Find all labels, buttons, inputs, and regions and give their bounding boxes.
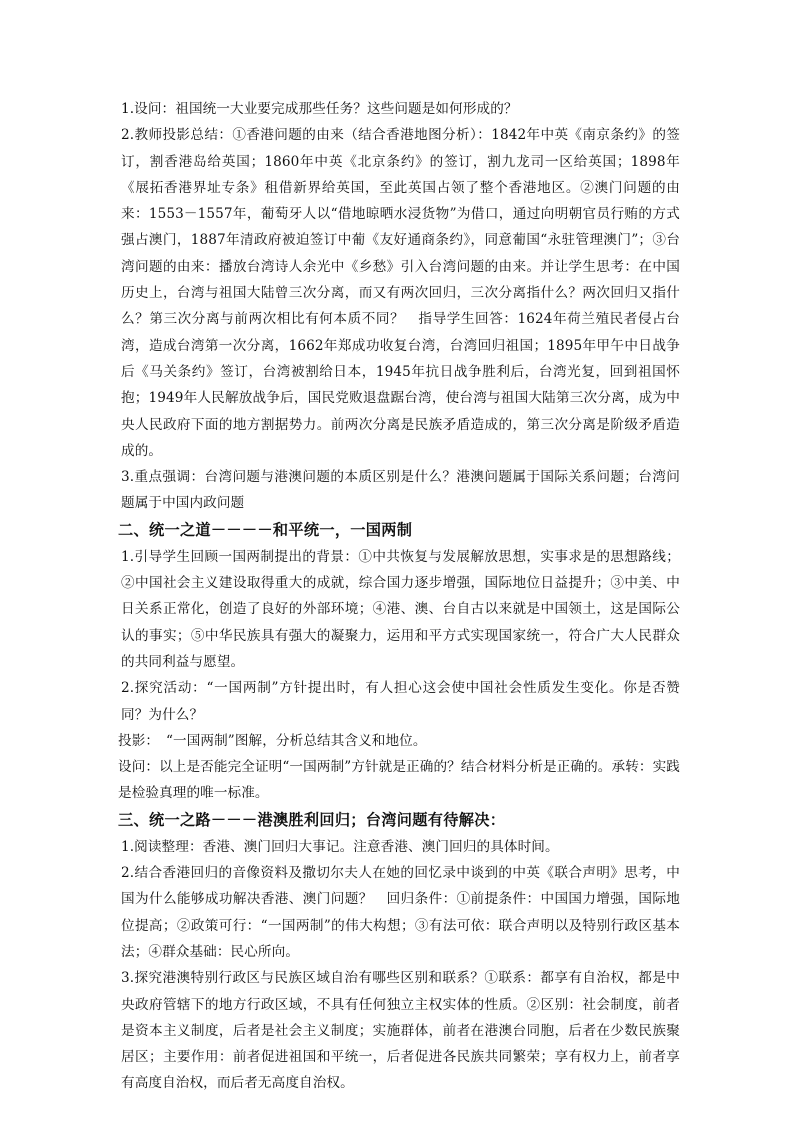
section-heading-3: 三、统一之路－－－港澳胜利回归；台湾问题有待解决： <box>118 810 506 829</box>
paragraph-question-transition: 设问：以上是否能完全证明“一国两制”方针就是正确的？结合材料分析是正确的。承转：实践是检验真理的唯一标准。 <box>118 759 680 802</box>
section-heading-2: 二、统一之道－－－－和平统一，一国两制 <box>118 520 413 539</box>
paragraph-background-review: 1.引导学生回顾一国两制提出的背景：①中共恢复与发展解放思想，实事求是的思想路线；②中国社会主义建设取得重大的成就，综合国力逐步增强，国际地位日益提升；③中美、中日关系正常化，创造了良好的外部环境；④港、澳、台自古以来就是中国领土，这是国际公认的事实；⑤中华民族具有强大的凝聚力，运用和平方式实现国家统一，符合广大人民群众的共同利益与愿望。 <box>121 548 680 670</box>
paragraph-projection: 投影： “一国两制”图解，分析总结其含义和地位。 <box>118 732 427 749</box>
paragraph-teacher-summary: 2.教师投影总结：①香港问题的由来（结合香港地图分析）：1842年中英《南京条约》的签订，割香港岛给英国；1860年中英《北京条约》的签订，割九龙司一区给英国；1898年《展拓香港界址专条》租借新界给英国，至此英国占领了整个香港地区。②澳门问题的由来：1553－1557年，葡萄牙人以“借地晾晒水浸货物”为借口，通过向明朝官员行贿的方式强占澳门，1887年清政府被迫签订中葡《友好通商条约》，同意葡国“永驻管理澳门”；③台湾问题的由来：播放台湾诗人余光中《乡愁》引入台湾问题的由来。并让学生思考：在中国历史上，台湾与祖国大陆曾三次分离，而又有两次回归，三次分离指什么？两次回归又指什么？第三次分离与前两次相比有何本质不同？ 指导学生回答：1624年荷兰殖民者侵占台湾，造成台湾第一次分离，1662年郑成功收复台湾，台湾回归祖国；1895年甲午中日战争后《马关条约》签订，台湾被割给日本，1945年抗日战争胜利后，台湾光复，回到祖国怀抱；1949年人民解放战争后，国民党败退盘踞台湾，使台湾与祖国大陆第三次分离，成为中央人民政府下面的地方割据势力。前两次分离是民族矛盾造成的，第三次分离是阶级矛盾造成的。 <box>121 127 680 459</box>
paragraph-key-emphasis: 3.重点强调：台湾问题与港澳问题的本质区别是什么？港澳问题属于国际关系问题；台湾问题属于中国内政问题 <box>121 469 680 512</box>
paragraph-question-1: 1.设问：祖国统一大业要完成那些任务？这些问题是如何形成的？ <box>121 101 518 117</box>
paragraph-sar-comparison: 3.探究港澳特别行政区与民族区域自治有哪些区别和联系？①联系：都享有自治权，都是中央政府管辖下的地方行政区域，不具有任何独立主权实体的性质。②区别：社会制度，前者是资本主义制度，后者是社会主义制度；实施群体，前者在港澳台同胞，后者在少数民族聚居区；主要作用：前者促进祖国和平统一，后者促进各民族共同繁荣；享有权力上，前者享有高度自治权，而后者无高度自治权。 <box>121 970 680 1092</box>
paragraph-reading-summary: 1.阅读整理：香港、澳门回归大事记。注意香港、澳门回归的具体时间。 <box>121 838 559 855</box>
paragraph-return-conditions: 2.结合香港回归的音像资料及撒切尔夫人在她的回忆录中谈到的中英《联合声明》思考，中国为什么能够成功解决香港、澳门问题？ 回归条件：①前提条件：中国国力增强，国际地位提高；②政策可行：“一国两制”的伟大构想；③有法可依：联合声明以及特别行政区基本法；④群众基础：民心所向。 <box>121 865 680 960</box>
document-body <box>118 96 680 1097</box>
paragraph-inquiry-activity: 2.探究活动：“一国两制”方针提出时，有人担心这会使中国社会性质发生变化。你是否赞同？为什么？ <box>121 680 680 723</box>
